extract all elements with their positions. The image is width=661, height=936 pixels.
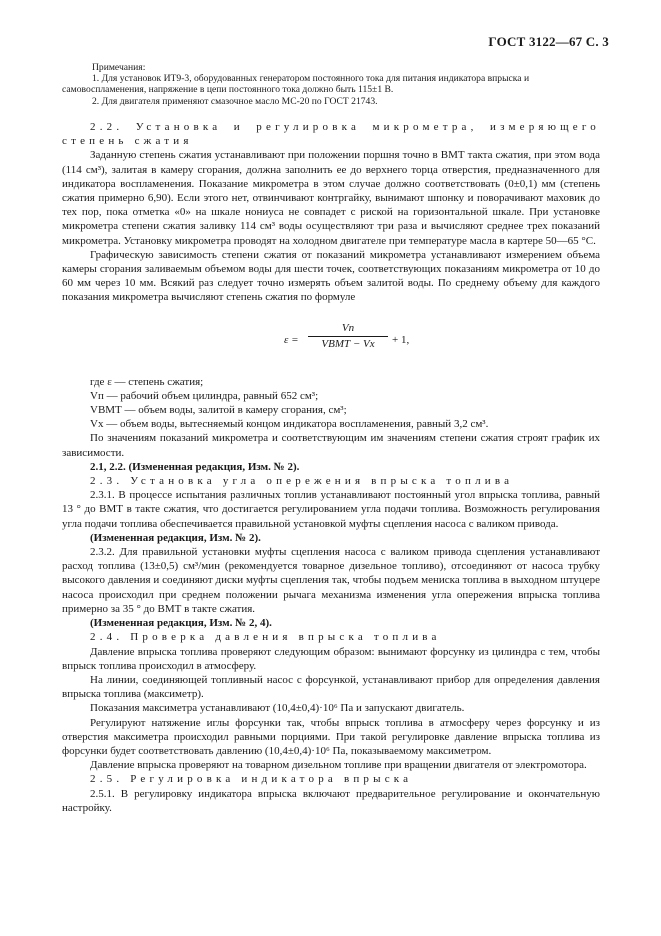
section-2-2-paragraph-2: Графическую зависимость степени сжатия от показаний микрометра устанавливают измерением объема камеры сгорания заливаемым объемом воды для шести точек, соответствующих показаниям микрометра от 10 до 60 мм через 10 мм. Всякий раз следует точно измерять объем залитой воды. По среднему объему для каждого показания микрометра вычисляют степень сжатия по формуле <box>62 248 600 304</box>
notes-title: Примечания: <box>92 62 146 73</box>
main-text <box>62 120 600 815</box>
formula-rhs: + 1, <box>392 333 410 346</box>
section-2-3-heading: 2.3. Установка угла опережения впрыска топлива <box>90 475 514 488</box>
formula-denominator: VВМТ − Vх <box>321 337 375 350</box>
legend-vbmt: VВМТ — объем воды, залитой в камеру сгорания, см³; <box>90 404 347 417</box>
section-2-4-paragraph-1: Давление впрыска топлива проверяют следующим образом: вынимают форсунку из цилиндра с тем, чтобы впрыск топлива происходил в атмосферу. <box>62 645 600 672</box>
section-2-3-1-edit-note: (Измененная редакция, Изм. № 2). <box>90 531 261 544</box>
section-2-2-heading: 2.2. Установка и регулировка микрометра, измеряющего степень сжатия <box>62 121 600 148</box>
section-2-5-1: 2.5.1. В регулировку индикатора впрыска включают предварительное регулирование и окончательную настройку. <box>62 787 600 814</box>
section-2-2-edit-note: 2.1, 2.2. (Измененная редакция, Изм. № 2). <box>90 460 300 473</box>
section-2-3-1: 2.3.1. В процессе испытания различных топлив устанавливают постоянный угол впрыска топлива, равный 13 ° до ВМТ в такте сжатия, что достигается регулированием угла подачи топлива. Возможность регулирования угла подачи топлива обеспечивается правильной установкой муфты сцепления насоса с валиком привода. <box>62 489 600 530</box>
section-2-2-paragraph-1: Заданную степень сжатия устанавливают при положении поршня точно в ВМТ такта сжатия, при этом вода (114 см³), залитая в камеру сгорания, должна заполнить ее до верхнего торца отверстия, предназначенного для индикатора воспламенения. Показание микрометра в этом случае должно соответствовать (0±0,1) мм (степень сжатия примерно 6,90). Если этого нет, отвинчивают контргайку, вынимают шпонку и поворачивают маховик до тех пор, пока отметка «0» на шкале нониуса не совпадет с риской на горизонтальной шкале. При установке микрометра степени сжатия заливку 114 см³ воды осуществляют три раза и вычисляют среднее трех показаний микрометра. Установку микрометра проводят на холодном двигателе при температуре масла в картере 50—65 °С. <box>62 149 600 247</box>
formula-legend <box>90 375 600 432</box>
section-2-2-paragraph-3: По значениям показаний микрометра и соответствующим им значениям степени сжатия строят график их зависимости. <box>62 432 600 459</box>
section-2-4-paragraph-2: На линии, соединяющей топливный насос с форсункой, устанавливают прибор для определения давления впрыска топлива (максиметр). <box>62 673 600 701</box>
section-2-3-2-edit-note: (Измененная редакция, Изм. № 2, 4). <box>90 617 272 630</box>
notes-block <box>62 62 600 107</box>
formula-numerator: Vп <box>308 321 388 337</box>
section-2-4-heading: 2.4. Проверка давления впрыска топлива <box>90 631 441 644</box>
legend-vx: Vх — объем воды, вытесняемый концом индикатора воспламенения, равный 3,2 см³. <box>90 418 489 431</box>
legend-vp: Vп — рабочий объем цилиндра, равный 652 см³; <box>90 389 319 402</box>
legend-epsilon: где ε — степень сжатия; <box>90 375 204 388</box>
section-2-4-paragraph-4: Регулируют натяжение иглы форсунки так, чтобы впрыск топлива в атмосферу через форсунку и из отверстия максиметра происходил равными порциями. При такой регулировке давление впрыска топлива из форсунки будет соответствовать давлению (10,4±0,4)·10⁶ Па, показываемому максиметром. <box>62 716 600 757</box>
section-2-5-heading: 2.5. Регулировка индикатора впрыска <box>90 773 413 786</box>
page-header: ГОСТ 3122—67 С. 3 <box>488 34 609 49</box>
section-2-4-paragraph-5: Давление впрыска проверяют на товарном дизельном топливе при вращении двигателя от электромотора. <box>90 759 587 772</box>
section-2-4-paragraph-3: Показания максиметра устанавливают (10,4±0,4)·10⁶ Па и запускают двигатель. <box>90 702 465 715</box>
note-2: 2. Для двигателя применяют смазочное масло МС-20 по ГОСТ 21743. <box>92 95 378 107</box>
section-2-3-2: 2.3.2. Для правильной установки муфты сцепления насоса с валиком привода сцепления устанавливают расход топлива (13±0,5) см³/мин (рекомендуется товарное дизельное топливо), отсоединяют от насоса трубку высокого давления и соединяют диски муфты сцепления так, чтобы подъем мениска топлива в выходном штуцере насоса происходил при среднем положении рычага механизма изменения угла опережения впрыска топлива примерно за 35 ° до ВМТ в такте сжатия. <box>62 546 600 615</box>
note-1: 1. Для установок ИТ9-3, оборудованных генератором постоянного тока для питания индикатора впрыска и самовоспламенения, напряжение в цепи постоянного тока должно быть 115±1 В. <box>62 73 530 96</box>
compression-ratio-formula <box>62 317 600 365</box>
formula-fraction <box>308 321 388 351</box>
formula-lhs: ε = <box>284 333 299 346</box>
